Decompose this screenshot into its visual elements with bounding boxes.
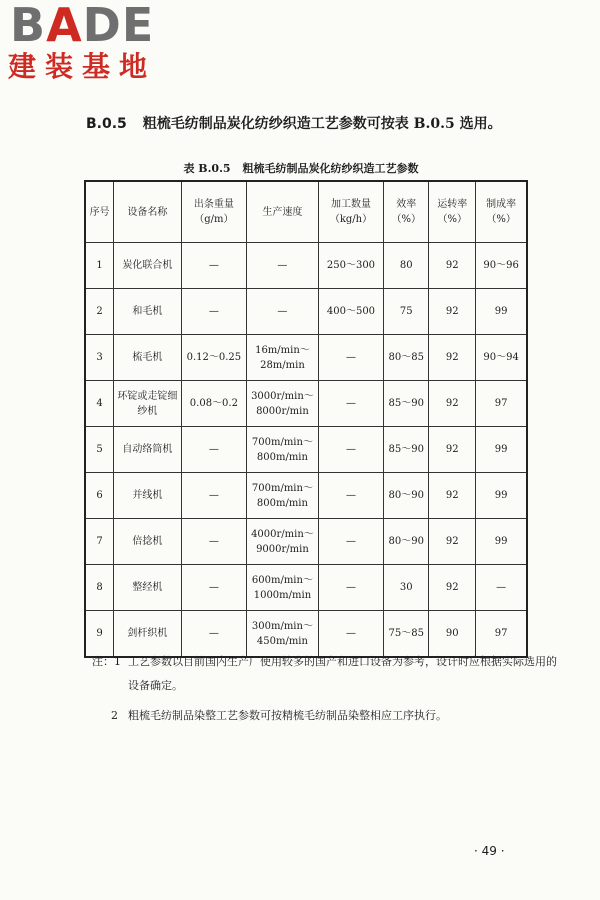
table-cell: 3 <box>85 335 114 381</box>
table-cell: 99 <box>476 519 527 565</box>
column-header: 序号 <box>85 181 114 243</box>
table-cell: — <box>181 611 246 658</box>
table-cell: 90 <box>429 611 476 658</box>
table-cell: 5 <box>85 427 114 473</box>
table-row <box>85 289 527 335</box>
table-cell: 300m/min～450m/min <box>247 611 319 658</box>
table-cell: 400～500 <box>318 289 383 335</box>
clause-paragraph <box>86 112 566 136</box>
table-body <box>85 243 527 658</box>
column-header: 效率（%） <box>384 181 429 243</box>
table-cell: 梳毛机 <box>114 335 182 381</box>
clause-number: B.0.5 <box>86 116 127 132</box>
note-item <box>92 650 562 698</box>
table-cell: 75～85 <box>384 611 429 658</box>
table-cell: — <box>181 473 246 519</box>
column-header: 加工数量（kg/h） <box>318 181 383 243</box>
note-number: 2 <box>111 709 118 722</box>
table-number: 表 B.0.5 <box>183 162 231 175</box>
table-cell: 90～94 <box>476 335 527 381</box>
table-cell: 和毛机 <box>114 289 182 335</box>
table-cell: 92 <box>429 243 476 289</box>
table-cell: 0.08～0.2 <box>181 381 246 427</box>
table-title: 粗梳毛纺制品炭化纺纱织造工艺参数 <box>242 162 419 175</box>
table-cell: 97 <box>476 381 527 427</box>
table-cell: — <box>476 565 527 611</box>
table-cell: 4 <box>85 381 114 427</box>
table-cell: 9 <box>85 611 114 658</box>
table-cell: — <box>318 381 383 427</box>
table-cell: 85～90 <box>384 427 429 473</box>
table-cell: 3000r/min～8000r/min <box>247 381 319 427</box>
table-cell: 80～85 <box>384 335 429 381</box>
table-cell: 7 <box>85 519 114 565</box>
column-header: 设备名称 <box>114 181 182 243</box>
table-cell: — <box>181 289 246 335</box>
table-cell: — <box>318 473 383 519</box>
table-cell: 99 <box>476 427 527 473</box>
table-row <box>85 243 527 289</box>
table-cell: 92 <box>429 427 476 473</box>
table-cell: 99 <box>476 473 527 519</box>
table-cell: 整经机 <box>114 565 182 611</box>
table-cell: 炭化联合机 <box>114 243 182 289</box>
table-cell: 1 <box>85 243 114 289</box>
table-cell: 30 <box>384 565 429 611</box>
process-parameters-table <box>84 180 528 658</box>
table-cell: 700m/min～800m/min <box>247 473 319 519</box>
table-cell: — <box>318 427 383 473</box>
table-cell: 6 <box>85 473 114 519</box>
note-text: 工艺参数以目前国内生产厂使用较多的国产和进口设备为参考，设计时应根据实际选用的设备确定。 <box>128 655 557 692</box>
table-cell: 92 <box>429 335 476 381</box>
table-cell: — <box>318 519 383 565</box>
table-cell: 16m/min～28m/min <box>247 335 319 381</box>
table-cell: 90～96 <box>476 243 527 289</box>
bade-logo <box>6 2 196 82</box>
table-cell: 85～90 <box>384 381 429 427</box>
table-row <box>85 427 527 473</box>
column-header: 出条重量（g/m） <box>181 181 246 243</box>
note-label: 注：1 <box>92 655 121 668</box>
table-cell: 99 <box>476 289 527 335</box>
table-caption <box>86 160 516 176</box>
table-header-row <box>85 181 527 243</box>
table-cell: — <box>181 519 246 565</box>
table-cell: 600m/min～1000m/min <box>247 565 319 611</box>
table-cell: 2 <box>85 289 114 335</box>
table-cell: 700m/min～800m/min <box>247 427 319 473</box>
table-cell: 0.12～0.25 <box>181 335 246 381</box>
column-header: 运转率（%） <box>429 181 476 243</box>
table-row <box>85 519 527 565</box>
clause-text: 粗梳毛纺制品炭化纺纱织造工艺参数可按表 B.0.5 选用。 <box>142 116 502 132</box>
table-cell: 环锭或走锭细纱机 <box>114 381 182 427</box>
column-header: 生产速度 <box>247 181 319 243</box>
logo-chinese-text: 建装基地 <box>8 50 157 83</box>
table-cell: — <box>247 243 319 289</box>
table-cell: — <box>181 427 246 473</box>
table-cell: — <box>318 565 383 611</box>
note-item <box>92 704 562 728</box>
table-row <box>85 335 527 381</box>
table-cell: 80 <box>384 243 429 289</box>
table-cell: 4000r/min～9000r/min <box>247 519 319 565</box>
table-cell: 并线机 <box>114 473 182 519</box>
table-cell: — <box>318 611 383 658</box>
note-text: 粗梳毛纺制品染整工艺参数可按精梳毛纺制品染整相应工序执行。 <box>128 709 447 722</box>
page-number: · 49 · <box>474 844 505 858</box>
table-cell: — <box>181 565 246 611</box>
table-cell: 92 <box>429 381 476 427</box>
table-cell: 倍捻机 <box>114 519 182 565</box>
table-cell: 92 <box>429 473 476 519</box>
table-cell: 剑杆织机 <box>114 611 182 658</box>
table-cell: 75 <box>384 289 429 335</box>
table-cell: 8 <box>85 565 114 611</box>
notes-section <box>92 650 562 728</box>
table-cell: 97 <box>476 611 527 658</box>
table-cell: 92 <box>429 289 476 335</box>
table-cell: — <box>247 289 319 335</box>
table-row <box>85 381 527 427</box>
table-cell: 80～90 <box>384 519 429 565</box>
table-cell: 92 <box>429 565 476 611</box>
table-cell: 80～90 <box>384 473 429 519</box>
table-row <box>85 473 527 519</box>
table-cell: 250～300 <box>318 243 383 289</box>
logo-wordmark: BADE <box>10 0 155 52</box>
column-header: 制成率（%） <box>476 181 527 243</box>
table-cell: — <box>318 335 383 381</box>
table-cell: — <box>181 243 246 289</box>
table-cell: 自动络筒机 <box>114 427 182 473</box>
table-row <box>85 565 527 611</box>
table-cell: 92 <box>429 519 476 565</box>
